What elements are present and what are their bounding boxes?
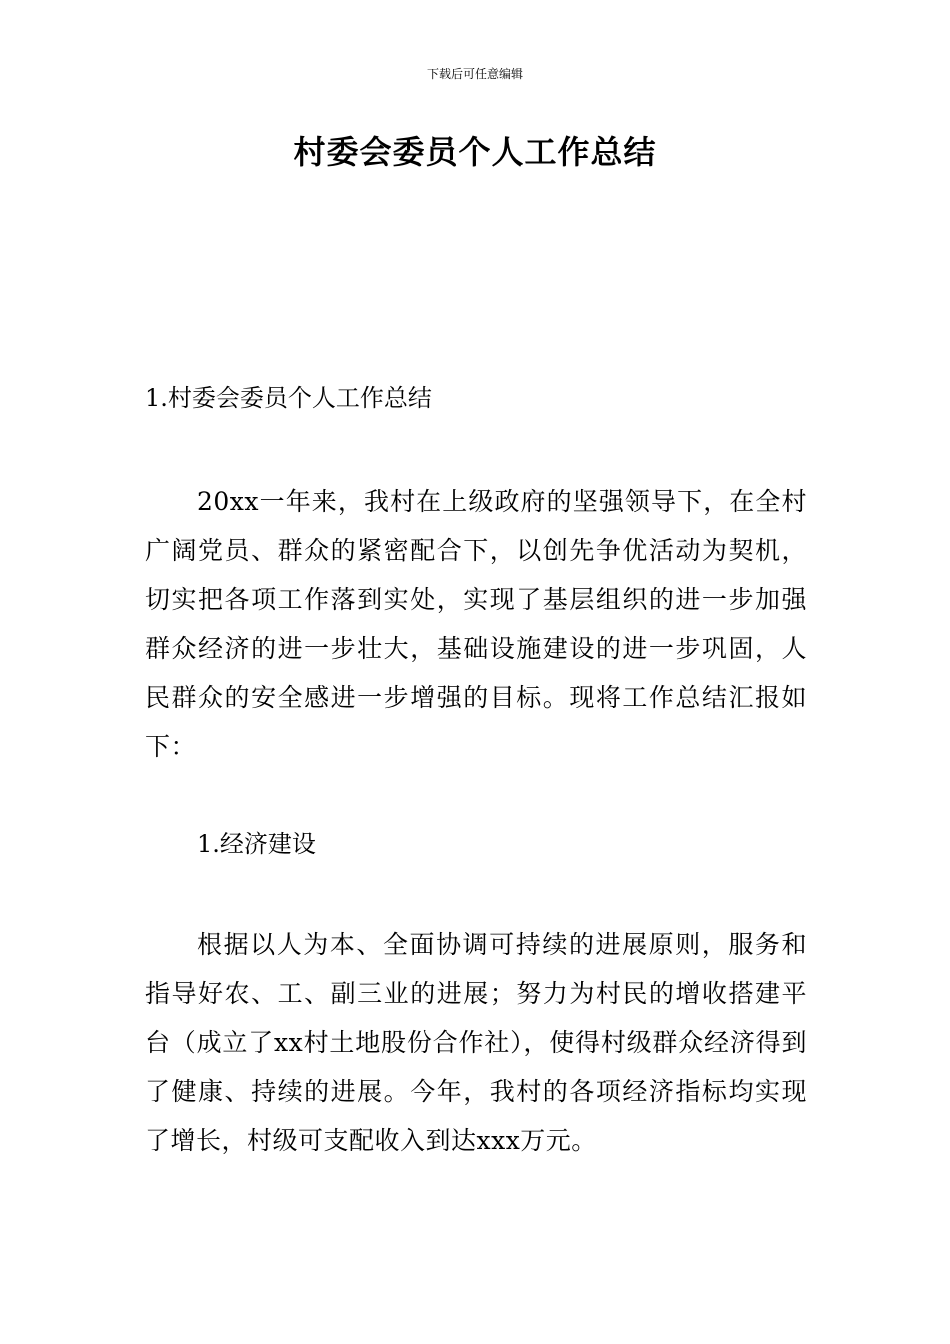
section-heading: 1.村委会委员个人工作总结 — [145, 384, 432, 412]
economic-construction-paragraph: 根据以人为本、全面协调可持续的进展原则，服务和指导好农、工、副三业的进展；努力为村民的增收搭建平台（成立了xx村土地股份合作社），使得村级群众经济得到了健康、持续的进展。今年，我村的各项经济指标均实现了增长，村级可支配收入到达xxx万元。 — [145, 930, 807, 1155]
economic-construction-heading: 1.经济建设 — [197, 830, 316, 858]
document-title: 村委会委员个人工作总结 — [293, 133, 657, 171]
header-note: 下载后可任意编辑 — [426, 67, 523, 81]
intro-paragraph: 20xx一年来，我村在上级政府的坚强领导下，在全村广阔党员、群众的紧密配合下，以创先争优活动为契机，切实把各项工作落到实处，实现了基层组织的进一步加强群众经济的进一步壮大，基础设施建设的进一步巩固，人民群众的安全感进一步增强的目标。现将工作总结汇报如下： — [145, 487, 807, 761]
